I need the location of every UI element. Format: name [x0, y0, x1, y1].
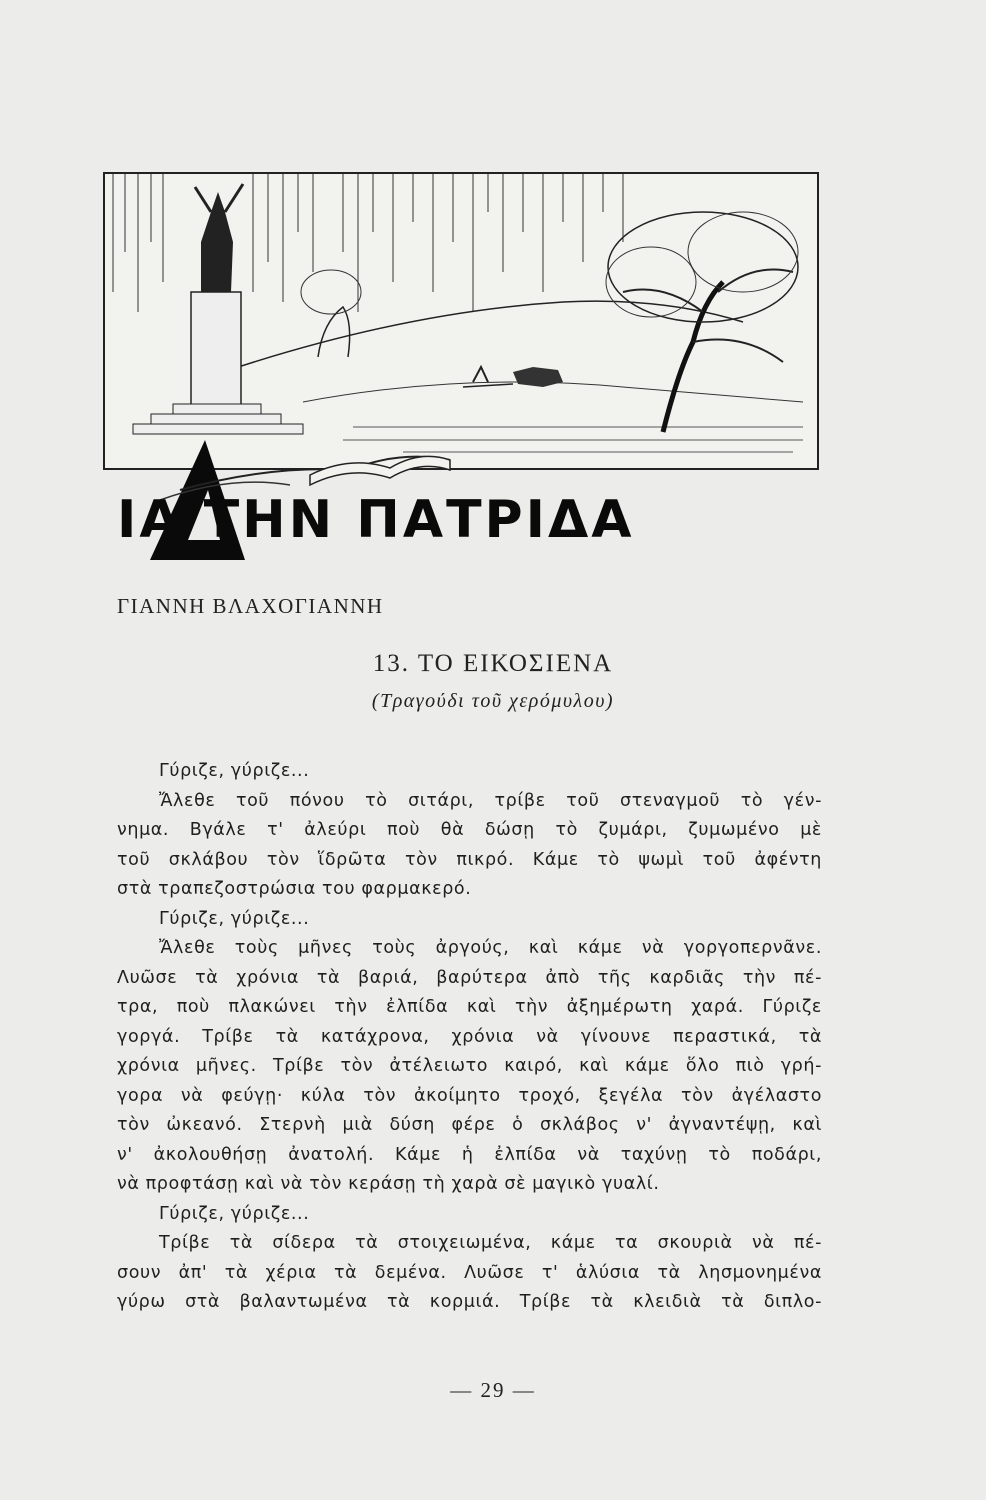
- text-line: Ἄλεθε τοὺς μῆνες τοὺς ἀργούς, καὶ κάμε νὰ γοργοπερνᾶνε.: [159, 938, 822, 958]
- text-line: Τρίβε τὰ σίδερα τὰ στοιχειωμένα, κάμε τα σκουριὰ νὰ πέ-: [159, 1233, 822, 1253]
- text-line: Γύριζε, γύριζε...: [159, 761, 310, 781]
- text-line: Γύριζε, γύριζε...: [159, 908, 310, 929]
- text-line: νὰ προφτάσῃ καὶ νὰ τὸν κεράσῃ τὴ χαρὰ σὲ μαγικὸ γυαλί.: [117, 1174, 660, 1194]
- pastoral-landscape-illustration-icon: [103, 172, 819, 470]
- text-line: τὸν ὠκεανό. Στερνὴ μιὰ δύση φέρε ὁ σκλάβος ν' ἀγναντέψῃ, καὶ: [117, 1115, 822, 1135]
- text-line: Ἄλεθε τοῦ πόνου τὸ σιτάρι, τρίβε τοῦ στεναγμοῦ τὸ γέν-: [159, 790, 822, 811]
- banner-title: ΙΑ ΤΗΝ ΠΑΤΡΙΔΑ: [117, 490, 635, 550]
- text-line: γορα νὰ φεύγῃ· κύλα τὸν ἀκοίμητο τροχό, ξεγέλα τὸν ἀγέλαστο: [117, 1085, 822, 1106]
- page-number: — 29 —: [450, 1378, 536, 1402]
- author-name: ΓΙΑΝΝΗ ΒΛΑΧΟΓΙΑΝΝΗ: [117, 594, 384, 618]
- text-line: νημα. Βγάλε τ' ἀλεύρι ποὺ θὰ δώσῃ τὸ ζυμάρι, ζυμωμένο μὲ: [117, 820, 822, 840]
- text-line: τοῦ σκλάβου τὸν ἵδρῶτα τὸν πικρό. Κάμε τὸ ψωμὶ τοῦ ἀφέντη: [117, 849, 822, 870]
- text-line: Γύριζε, γύριζε...: [159, 1203, 310, 1224]
- text-line: ν' ἀκολουθήσῃ ἀνατολή. Κάμε ἡ ἐλπίδα νὰ ταχύνῃ τὸ ποδάρι,: [117, 1144, 822, 1165]
- text-line: Λυῶσε τὰ χρόνια τὰ βαριά, βαρύτερα ἀπὸ τῆς καρδιᾶς τὴν πέ-: [117, 967, 822, 988]
- text-line: σουν ἀπ' τὰ χέρια τὰ δεμένα. Λυῶσε τ' ἁλύσια τὰ λησμονημένα: [117, 1262, 822, 1283]
- text-line: χρόνια μῆνες. Τρίβε τὸν ἀτέλειωτο καιρό, καὶ κάμε ὅλο πιὸ γρή-: [117, 1056, 822, 1076]
- text-line: γύρω στὰ βαλαντωμένα τὰ κορμιά. Τρίβε τὰ κλειδιὰ τὰ διπλο-: [117, 1292, 822, 1312]
- header-illustration: [103, 172, 819, 470]
- text-line: στὰ τραπεζοστρώσια του φαρμακερό.: [117, 879, 472, 899]
- text-line: τρα, ποὺ πλακώνει τὴν ἐλπίδα καὶ τὴν ἀξημέρωτη χαρά. Γύριζε: [117, 997, 822, 1017]
- text-line: γοργά. Τρίβε τὰ κατάχρονα, χρόνια νὰ γίνουνε περαστικά, τὰ: [117, 1026, 822, 1047]
- poem-title: 13. ΤΟ ΕΙΚΟΣΙΕΝΑ: [372, 650, 614, 677]
- poem-body: [117, 757, 822, 1318]
- poem-subtitle: (Τραγούδι τοῦ χερόμυλου): [371, 690, 615, 712]
